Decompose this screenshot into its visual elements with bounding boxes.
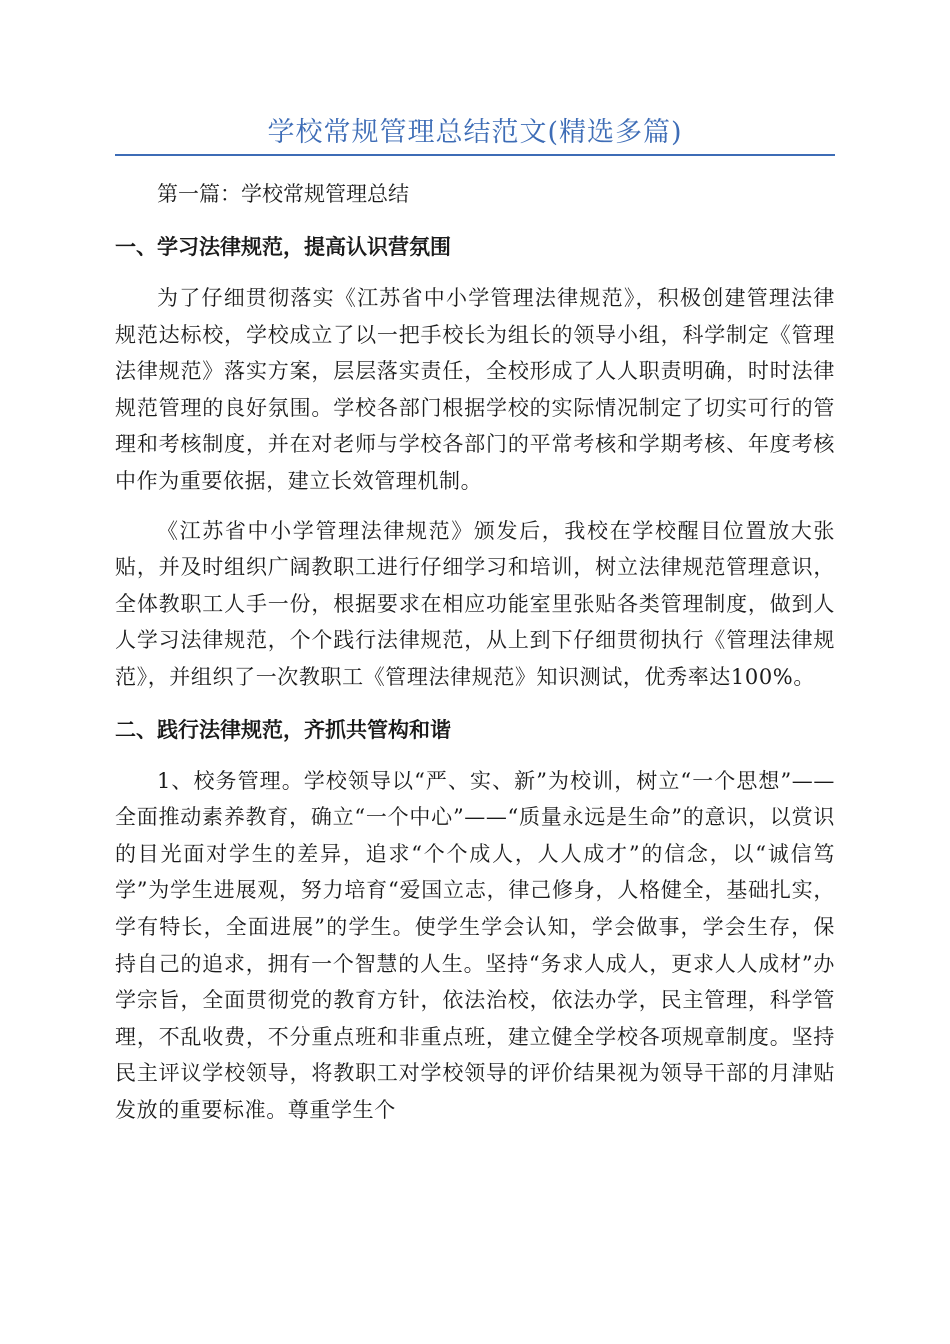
paragraph: 1、校务管理。学校领导以“严、实、新”为校训，树立“一个思想”——全面推动素养教育，确立“一个中心”——“质量永远是生命”的意识，以赏识的目光面对学生的差异，追求“个个成人，人人成才”的信念，以“诚信笃学”为学生进展观，努力培育“爱国立志，律己修身，人格健全，基础扎实，学有特长，全面进展”的学生。使学生学会认知，学会做事，学会生存，保持自己的追求，拥有一个智慧的人生。坚持“务求人成人，更求人人成材”办学宗旨，全面贯彻党的教育方针，依法治校，依法办学，民主管理，科学管理，不乱收费，不分重点班和非重点班，建立健全学校各项规章制度。坚持民主评议学校领导，将教职工对学校领导的评价结果视为领导干部的月津贴发放的重要标准。尊重学生个 <box>115 768 835 1122</box>
section-heading-2: 二、践行法律规范，齐抓共管构和谐 <box>115 717 451 742</box>
paragraph: 为了仔细贯彻落实《江苏省中小学管理法律规范》，积极创建管理法律规范达标校，学校成立了以一把手校长为组长的领导小组，科学制定《管理法律规范》落实方案，层层落实责任，全校形成了人人职责明确，时时法律规范管理的良好氛围。学校各部门根据学校的实际情况制定了切实可行的管理和考核制度，并在对老师与学校各部门的平常考核和学期考核、年度考核中作为重要依据，建立长效管理机制。 <box>115 286 835 493</box>
document-body <box>115 176 835 1141</box>
document-subtitle: 第一篇：学校常规管理总结 <box>157 182 409 206</box>
paragraph: 《江苏省中小学管理法律规范》颁发后，我校在学校醒目位置放大张贴，并及时组织广阔教职工进行仔细学习和培训，树立法律规范管理意识，全体教职工人手一份，根据要求在相应功能室里张贴各类管理制度，做到人人学习法律规范，个个践行法律规范，从上到下仔细贯彻执行《管理法律规范》，并组织了一次教职工《管理法律规范》知识测试，优秀率达100%。 <box>115 518 835 689</box>
document-title: 学校常规管理总结范文(精选多篇) <box>267 117 683 148</box>
title-underline <box>115 154 835 156</box>
section-heading-1: 一、学习法律规范，提高认识营氛围 <box>115 235 451 259</box>
